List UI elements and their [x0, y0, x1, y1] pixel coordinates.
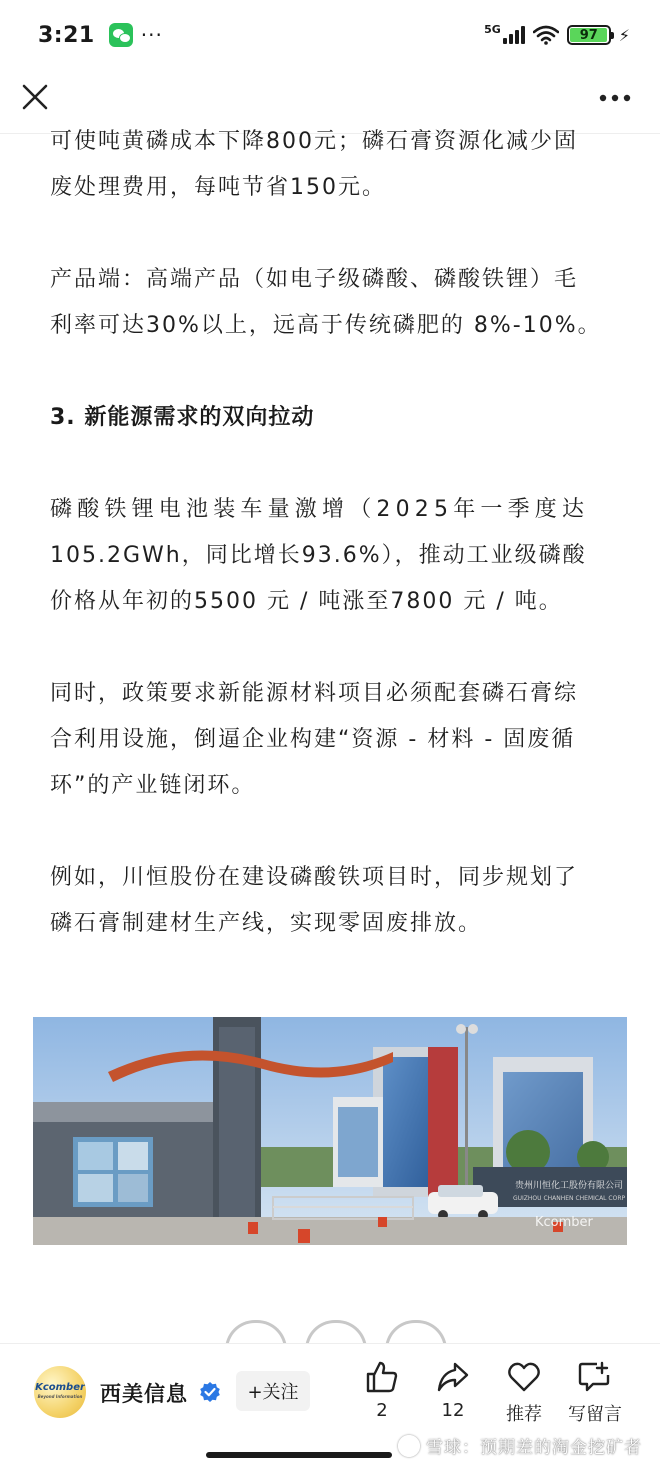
- share-arrow-icon: [436, 1360, 470, 1394]
- company-sign-en: GUIZHOU CHANHEN CHEMICAL CORP: [513, 1195, 626, 1202]
- more-dots-icon: [599, 94, 631, 102]
- company-sign-cn: 贵州川恒化工股份有限公司: [515, 1181, 624, 1191]
- xueqiu-watermark: [398, 1433, 642, 1458]
- xueqiu-logo-icon: [398, 1435, 420, 1457]
- text-line: 105.2GWh，同比增长93.6%），推动工业级磷酸: [50, 543, 587, 568]
- wifi-icon: [533, 25, 559, 45]
- verified-badge-icon: [199, 1381, 221, 1403]
- paragraph-product: [50, 257, 615, 349]
- comment-label: 写留言: [568, 1404, 622, 1425]
- signal-icon: [503, 26, 525, 44]
- text-line: 可使吨黄磷成本下降800元；磷石膏资源化减少固: [50, 129, 578, 154]
- recommend-button[interactable]: [489, 1360, 559, 1426]
- heart-icon: [507, 1360, 541, 1394]
- paragraph-demand: [50, 487, 615, 625]
- notification-dots: ···: [140, 23, 163, 47]
- text-line: 合利用设施，倒逼企业构建“资源 - 材料 - 固废循: [50, 727, 576, 752]
- comment-edit-icon: [577, 1360, 613, 1394]
- battery-icon: [567, 25, 611, 45]
- follow-button[interactable]: +关注: [236, 1371, 310, 1411]
- status-indicators: [484, 22, 630, 45]
- author-avatar[interactable]: [34, 1366, 86, 1418]
- status-time: 3:21: [38, 22, 95, 48]
- avatar-brand: Kcomber: [35, 1382, 85, 1393]
- comment-button[interactable]: [560, 1360, 630, 1426]
- photo-watermark: Kcomber: [535, 1215, 593, 1230]
- network-type: 5G: [484, 22, 501, 36]
- paragraph-example: [50, 855, 615, 947]
- status-bar: [0, 0, 660, 70]
- close-icon: [22, 84, 48, 110]
- article-body: [50, 120, 615, 947]
- section-heading: 3. 新能源需求的双向拉动: [50, 405, 315, 430]
- text-line: 磷石膏制建材生产线，实现零固废排放。: [50, 911, 483, 936]
- share-button[interactable]: [418, 1360, 488, 1421]
- recommend-label: 推荐: [506, 1404, 542, 1425]
- home-indicator[interactable]: [206, 1452, 392, 1458]
- text-line: 同时，政策要求新能源材料项目必须配套磷石膏综: [50, 681, 579, 706]
- factory-gate-illustration: [33, 1017, 627, 1245]
- text-line: 环”的产业链闭环。: [50, 773, 256, 798]
- battery-level: 97: [579, 27, 598, 43]
- article-photo[interactable]: [33, 1017, 627, 1245]
- wechat-icon: [109, 23, 133, 47]
- text-line: 磷酸铁锂电池装车量激增（2025年一季度达: [50, 497, 590, 522]
- text-line: 利率可达30%以上，远高于传统磷肥的 8%-10%。: [50, 313, 602, 338]
- charging-bolt-icon: ⚡: [618, 25, 630, 45]
- text-line: 价格从年初的5500 元 / 吨涨至7800 元 / 吨。: [50, 589, 563, 614]
- thumbs-up-icon: [365, 1360, 399, 1394]
- author-name[interactable]: 西美信息: [100, 1382, 188, 1406]
- close-button[interactable]: [18, 80, 52, 114]
- like-button[interactable]: [347, 1360, 417, 1421]
- more-button[interactable]: [598, 84, 632, 112]
- like-count: 2: [376, 1400, 388, 1421]
- watermark-text: 雪球：预期差的淘金挖矿者: [426, 1438, 642, 1458]
- share-count: 12: [441, 1400, 465, 1421]
- text-line: 废处理费用，每吨节省150元。: [50, 175, 386, 200]
- text-line: 产品端：高端产品（如电子级磷酸、磷酸铁锂）毛: [50, 267, 579, 292]
- paragraph-cost: [50, 119, 615, 211]
- text-line: 例如，川恒股份在建设磷酸铁项目时，同步规划了: [50, 865, 579, 890]
- avatar-tagline: Beyond Information: [37, 1394, 83, 1399]
- paragraph-policy: [50, 671, 615, 809]
